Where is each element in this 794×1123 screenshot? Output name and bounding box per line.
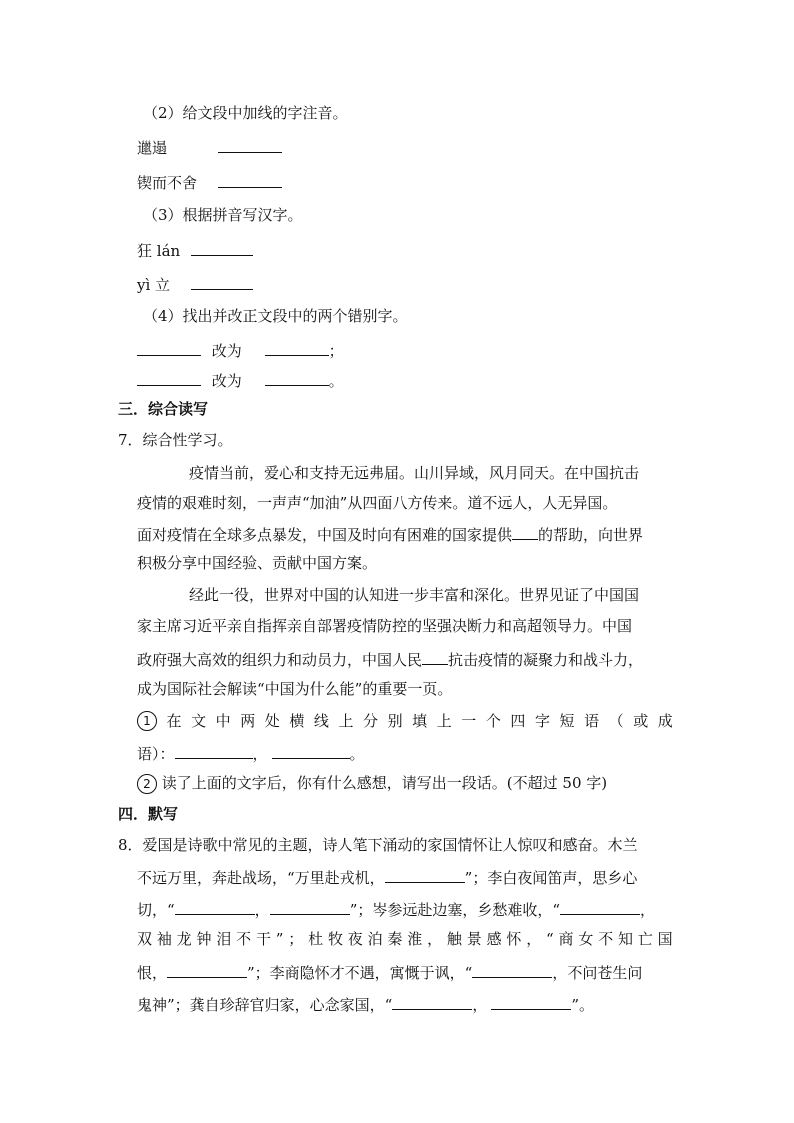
text-segment: 鬼神”；龚自珍辞官归家，心念家国，“: [137, 996, 393, 1014]
text-segment: 切，“: [137, 901, 175, 919]
text-segment: 不远万里，奔赴战场，“万里赴戎机，: [137, 869, 385, 887]
spaced-char: 一: [461, 712, 477, 730]
spaced-char: 杜: [308, 930, 324, 948]
q7-title: 7．综合性学习。: [118, 431, 233, 449]
answer-blank[interactable]: [218, 171, 282, 188]
text-segment: 政府强大高效的组织力和动员力，中国人民: [137, 651, 423, 669]
answer-blank[interactable]: [422, 648, 448, 665]
answer-blank[interactable]: [175, 898, 255, 915]
spaced-char: “: [546, 930, 554, 948]
answer-blank[interactable]: [472, 961, 552, 978]
answer-blank[interactable]: [491, 993, 571, 1010]
pinyin-lan: 狂 lán: [137, 242, 181, 260]
q7-p1-line4: 积极分享中国经验、贡献中国方案。: [137, 554, 378, 572]
spaced-char: 成: [657, 712, 673, 730]
spaced-char: （: [608, 712, 624, 730]
q7-sub1-words: [137, 711, 673, 731]
answer-blank[interactable]: [385, 866, 465, 883]
q7-p2-line2: 家主席习近平亲自指挥亲自部署疫情防控的坚强决断力和高超领导力。中国: [137, 617, 633, 635]
answer-blank[interactable]: [265, 369, 329, 386]
q6-sub2-item1: [137, 136, 282, 158]
spaced-char: 女: [578, 930, 594, 948]
q8-line3: [137, 898, 655, 920]
punct: ，: [640, 901, 656, 919]
q6-correction-row-1: [137, 339, 344, 361]
punct: ；: [328, 342, 344, 360]
spaced-char: 横: [289, 712, 305, 730]
q8-line6: [137, 993, 594, 1015]
circled-number-2: 2: [137, 774, 157, 794]
spaced-char: 怀: [506, 930, 522, 948]
spaced-char: ，: [427, 930, 443, 948]
spaced-char: 泊: [367, 930, 383, 948]
q7-p2-line1: 经此一役，世界对中国的认知进一步丰富和深化。世界见证了中国国: [189, 586, 640, 604]
spaced-char: 字: [534, 712, 550, 730]
spaced-char: 国: [657, 930, 673, 948]
spaced-char: 四: [510, 712, 526, 730]
spaced-char: 分: [363, 712, 379, 730]
spaced-char: 语: [584, 712, 600, 730]
word-lata: 邋遢: [137, 139, 168, 157]
spaced-char: 龙: [176, 930, 192, 948]
spaced-char: 钟: [196, 930, 212, 948]
spaced-char: 不: [236, 930, 252, 948]
spaced-char: 袖: [156, 930, 172, 948]
text-segment: 语）：: [137, 745, 175, 763]
spaced-char: 填: [412, 712, 428, 730]
q6-sub2-item2: [137, 171, 282, 193]
q7-sub1-line2: [137, 742, 365, 764]
section4-heading: 四．默写: [118, 805, 179, 823]
text-segment: ”；李商隐怀才不遇，寓慨于讽，“: [247, 964, 473, 982]
change-to-label: 改为: [211, 342, 242, 360]
q7-p2-line3: [137, 648, 643, 670]
circled-number-1: 1: [137, 711, 157, 731]
answer-blank[interactable]: [191, 273, 253, 290]
q8-line4: [137, 929, 673, 949]
answer-blank[interactable]: [137, 369, 201, 386]
q8-line1: 8．爱国是诗歌中常见的主题，诗人笔下涌动的家国情怀让人惊叹和感奋。木兰: [118, 836, 638, 854]
q6-sub3-item1: [137, 239, 253, 261]
answer-blank[interactable]: [272, 742, 350, 759]
spaced-char: 中: [215, 712, 231, 730]
spaced-char: 上: [338, 712, 354, 730]
spaced-char: 处: [264, 712, 280, 730]
spaced-char: 淮: [407, 930, 423, 948]
q6-sub3-prompt: （3）根据拼音写汉字。: [143, 206, 303, 224]
spaced-char: 感: [486, 930, 502, 948]
punct: ，: [254, 901, 270, 919]
spaced-char: 文: [191, 712, 207, 730]
text-segment: ，不问苍生问: [552, 964, 643, 982]
spaced-char: 秦: [387, 930, 403, 948]
answer-blank[interactable]: [265, 339, 329, 356]
punct: 。: [349, 745, 365, 763]
section3-heading: 三．综合读写: [118, 400, 209, 418]
spaced-char: 景: [466, 930, 482, 948]
spaced-char: 干: [255, 930, 271, 948]
text-segment: 面对疫情在全球多点暴发，中国及时向有困难的国家提供: [137, 526, 513, 544]
text-segment: ”；李白夜闻笛声，思乡心: [464, 869, 638, 887]
q8-line2: [137, 866, 637, 888]
spaced-char: 在: [166, 712, 182, 730]
spaced-char: 泪: [216, 930, 232, 948]
text-segment: 抗击疫情的凝聚力和战斗力，: [448, 651, 644, 669]
answer-blank[interactable]: [218, 136, 282, 153]
q7-sub2: [137, 773, 607, 794]
spaced-char: 两: [240, 712, 256, 730]
spaced-char: 或: [633, 712, 649, 730]
answer-blank[interactable]: [137, 339, 201, 356]
spaced-char: 触: [446, 930, 462, 948]
spaced-char: ，: [526, 930, 542, 948]
spaced-char: 夜: [347, 930, 363, 948]
q7-p1-line2: 疫情的艰难时刻，一声声“加油”从四面八方传来。道不远人，人无异国。: [137, 494, 618, 512]
spaced-char: 知: [618, 930, 634, 948]
answer-blank[interactable]: [167, 961, 247, 978]
spaced-char: ；: [288, 930, 304, 948]
q6-correction-row-2: [137, 369, 344, 391]
answer-blank[interactable]: [270, 898, 350, 915]
spaced-char: 双: [137, 930, 153, 948]
spaced-char: 上: [436, 712, 452, 730]
text-segment: 恨，: [137, 964, 168, 982]
punct: 。: [328, 372, 344, 390]
spaced-char: 商: [558, 930, 574, 948]
punct: ，: [472, 996, 488, 1014]
spaced-char: 个: [485, 712, 501, 730]
q7-p2-line4: 成为国际社会解读“中国为什么能”的重要一页。: [137, 680, 453, 698]
answer-blank[interactable]: [392, 993, 472, 1010]
q6-sub2-prompt: （2）给文段中加线的字注音。: [143, 104, 348, 122]
spaced-char: 亡: [637, 930, 653, 948]
q8-line4-words: [137, 929, 673, 949]
answer-blank[interactable]: [191, 239, 253, 256]
spaced-char: 线: [313, 712, 329, 730]
q7-sub1-line1: [137, 711, 673, 731]
spaced-char: 不: [598, 930, 614, 948]
spaced-char: 别: [387, 712, 403, 730]
spaced-char: 短: [559, 712, 575, 730]
q7-p1-line3: [137, 523, 643, 545]
q8-line5: [137, 961, 642, 983]
q6-sub3-item2: [137, 273, 253, 295]
spaced-char: ”: [275, 930, 284, 948]
word-qieerbushe: 锲而不舍: [137, 174, 198, 192]
answer-blank[interactable]: [560, 898, 640, 915]
q7-p1-line1: 疫情当前，爱心和支持无远弗届。山川异域，风月同天。在中国抗击: [189, 464, 640, 482]
text-segment: ”；岑参远赴边塞，乡愁难收，“: [349, 901, 561, 919]
q6-sub4-prompt: （4）找出并改正文段中的两个错别字。: [143, 307, 408, 325]
change-to-label: 改为: [211, 372, 242, 390]
text-segment: ”。: [571, 996, 595, 1014]
text-segment: 读了上面的文字后，你有什么感想，请写出一段话。(不超过 50 字): [161, 774, 608, 792]
text-segment: 的帮助，向世界: [538, 526, 644, 544]
punct: ，: [252, 745, 268, 763]
answer-blank[interactable]: [512, 523, 538, 540]
answer-blank[interactable]: [175, 742, 253, 759]
pinyin-yi: yì 立: [137, 276, 171, 294]
spaced-char: 牧: [327, 930, 343, 948]
